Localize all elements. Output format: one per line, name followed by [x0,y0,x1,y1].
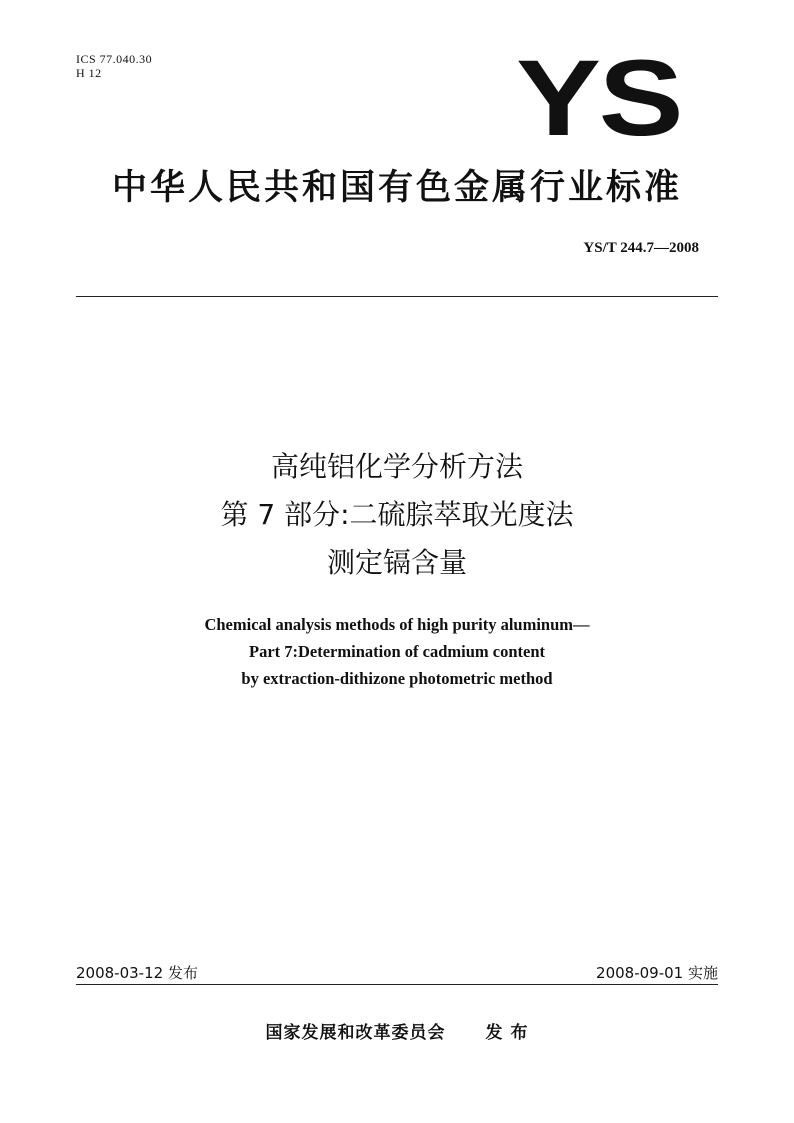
title-cn-line-3: 测定镉含量 [326,546,467,579]
ics-code: ICS 77.040.30 [76,52,153,66]
title-cn-line-1: 高纯铝化学分析方法 [270,450,523,483]
standard-number: YS/T 244.7—2008 [583,240,699,256]
title-cn-line-2: 第 7 部分:二硫腙萃取光度法 [220,498,574,531]
title-en-line-2: Part 7:Determination of cadmium content [248,642,546,661]
issuer-name: 国家发展和改革委员会 [265,1023,446,1043]
footer-divider [76,984,718,985]
issuer-action: 发 布 [485,1023,529,1043]
ccs-code: H 12 [76,66,102,80]
title-en-line-3: by extraction-dithizone photometric method [241,669,553,688]
issuer-line [0,1018,794,1043]
issue-date: 2008-03-12 发布 [76,964,198,982]
industry-standard-heading: 中华人民共和国有色金属行业标准 [111,168,682,208]
implementation-date: 2008-09-01 实施 [596,964,718,982]
header-divider [76,296,718,297]
ics-classification-block [76,52,152,80]
title-en-line-1: Chemical analysis methods of high purity aluminum— [204,615,590,634]
ys-logo: YS [516,37,682,158]
